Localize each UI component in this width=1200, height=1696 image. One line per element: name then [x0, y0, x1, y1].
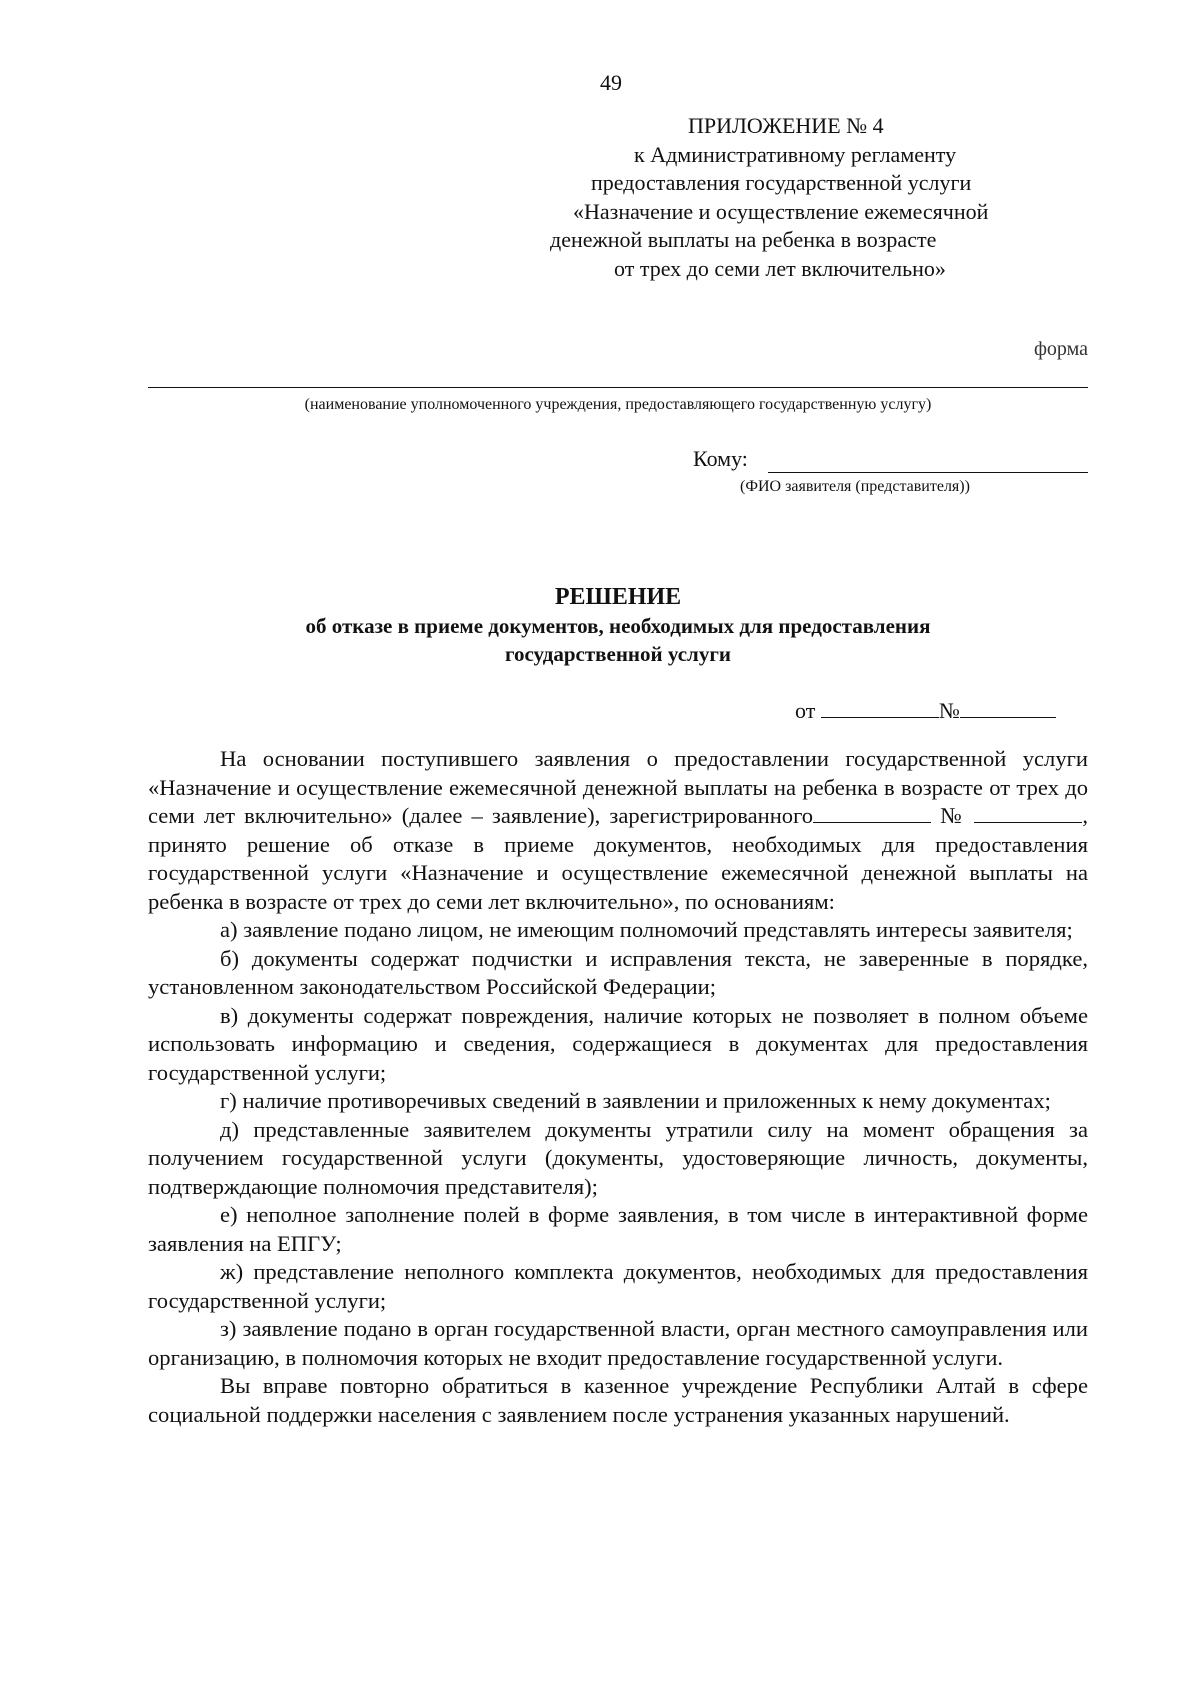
appendix-line: к Административному регламенту: [634, 141, 957, 167]
appendix-line: предоставления государственной услуги: [591, 170, 972, 195]
intro-number-label: №: [940, 803, 966, 828]
decision-heading: [148, 582, 1088, 668]
ground-item: в) документы содержат повреждения, наличие которых не позволяет в полном объеме использовать информацию и сведения, содержащиеся в документах для предоставления государственной услуги;: [148, 1002, 1088, 1085]
intro-text: На основании поступившего заявления о предоставлении государственной услуги «Назначение и осуществление ежемесячной денежной выплаты на ребенка в возрасте от трех до семи лет включительно» (далее – заявление), зарегистрированного: [148, 746, 1088, 828]
recipient-caption: (ФИО заявителя (представителя)): [740, 478, 970, 495]
ground-item: ж) представление неполного комплекта документов, необходимых для предоставления государственной услуги;: [148, 1259, 1088, 1313]
decision-body: [148, 745, 1088, 1429]
ground-item: б) документы содержат подчистки и исправления текста, не заверенные в порядке, установленном законодательством Российской Федерации;: [148, 945, 1088, 999]
closing-paragraph: Вы вправе повторно обратиться в казенное учреждение Республики Алтай в сфере социальной поддержки населения с заявлением после устранения указанных нарушений.: [148, 1373, 1088, 1427]
date-blank: [821, 699, 939, 718]
intro-paragraph: [148, 745, 1088, 916]
number-blank: [960, 699, 1056, 718]
appendix-header: [0, 112, 988, 283]
number-label: №: [938, 698, 960, 723]
ground-item: д) представленные заявителем документы утратили силу на момент обращения за получением государственной услуги (документы, удостоверяющие личность, документы, подтверждающие полномочия представителя);: [148, 1116, 1088, 1199]
recipient-line: [768, 472, 1088, 473]
ground-item: з) заявление подано в орган государственной власти, орган местного самоуправления или организацию, в полномочия которых не входит предоставление государственной услуги.: [148, 1316, 1088, 1370]
appendix-line: «Назначение и осуществление ежемесячной: [573, 198, 989, 224]
ground-item: г) наличие противоречивых сведений в заявлении и приложенных к нему документах;: [220, 1088, 1051, 1113]
appendix-title: ПРИЛОЖЕНИЕ № 4: [688, 113, 884, 138]
decision-subtitle: об отказе в приеме документов, необходимых для предоставления: [305, 614, 931, 638]
decision-title: РЕШЕНИЕ: [554, 584, 682, 610]
page-number: 49: [600, 70, 622, 95]
recipient-label: Кому:: [693, 446, 748, 471]
date-label: от: [795, 698, 816, 723]
decision-subtitle: государственной услуги: [505, 642, 731, 666]
ground-item: е) неполное заполнение полей в форме заявления, в том числе в интерактивной форме заявления на ЕПГУ;: [148, 1202, 1088, 1256]
form-label: форма: [1033, 338, 1088, 360]
intro-text: , принято решение об отказе в приеме документов, необходимых для предоставления государственной услуги «Назначение и осуществление ежемесячной денежной выплаты на ребенка в возрасте от трех до семи лет включительно», по основаниям:: [148, 803, 1089, 914]
registration-blank: [813, 804, 931, 823]
org-name-caption: (наименование уполномоченного учреждения, предоставляющего государственную услугу): [304, 396, 932, 413]
date-number-line: [795, 698, 1056, 724]
org-name-line: [148, 387, 1088, 388]
intro-number-blank: [974, 804, 1082, 823]
appendix-line: денежной выплаты на ребенка в возрасте: [550, 227, 937, 252]
appendix-line: от трех до семи лет включительно»: [614, 255, 946, 281]
ground-item: а) заявление подано лицом, не имеющим полномочий представлять интересы заявителя;: [220, 917, 1073, 942]
